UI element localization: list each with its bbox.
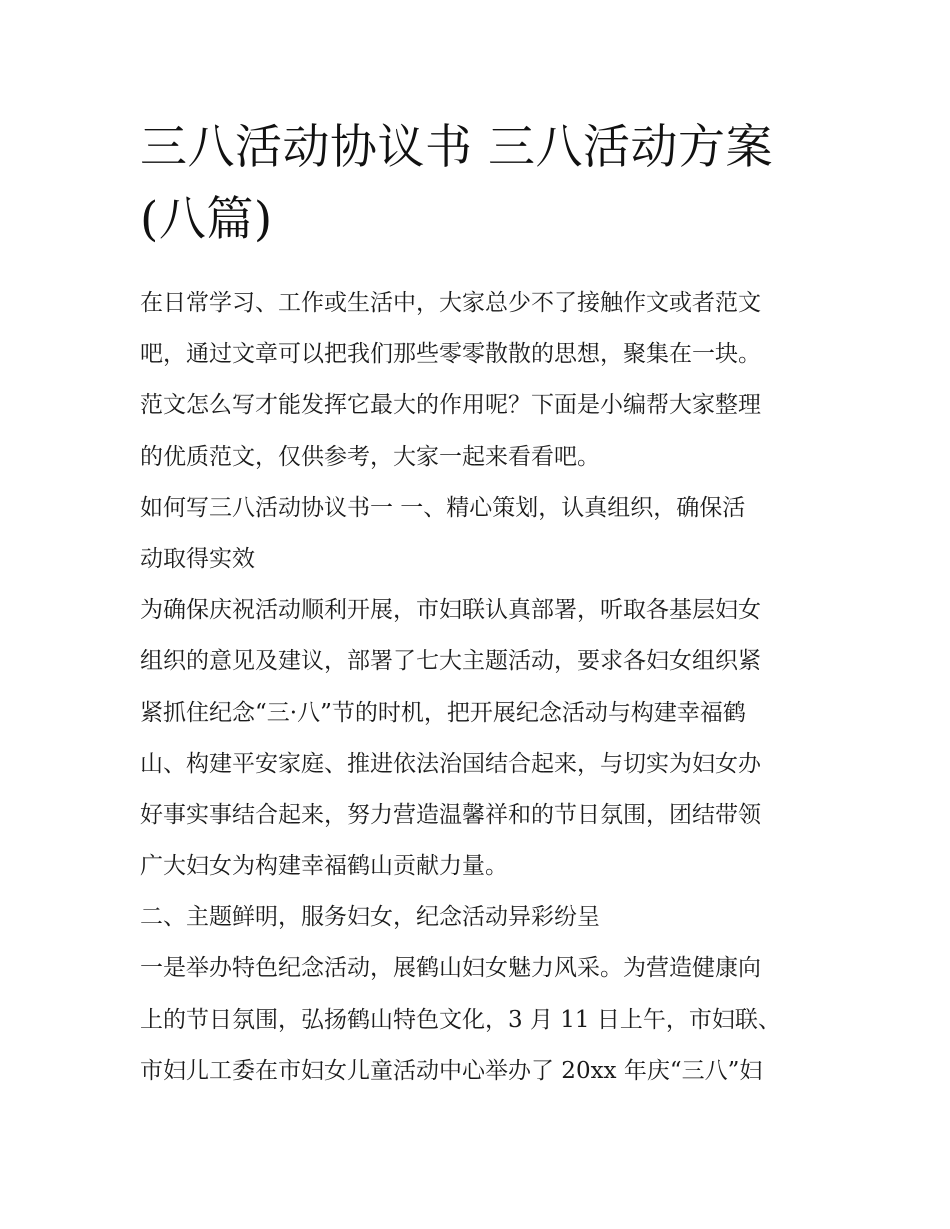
text-line: 广大妇女为构建幸福鹤山贡献力量。 bbox=[140, 853, 508, 880]
document-body bbox=[140, 278, 830, 1097]
text-line: 的优质范文，仅供参考，大家一起来看看吧。 bbox=[140, 443, 600, 470]
text-line: 动取得实效 bbox=[140, 545, 255, 572]
paragraph-section-2 bbox=[140, 943, 830, 1097]
text-line: 一是举办特色纪念活动，展鹤山妇女魅力风采。为营造健康向 bbox=[140, 955, 761, 982]
title-line-2: (八篇) bbox=[140, 192, 273, 247]
text-line: 吧，通过文章可以把我们那些零零散散的思想，聚集在一块。 bbox=[140, 341, 761, 368]
text-line: 山、构建平安家庭、推进依法治国结合起来，与切实为妇女办 bbox=[140, 750, 761, 777]
paragraph-heading-2 bbox=[140, 892, 830, 943]
text-line: 如何写三八活动协议书一 一、精心策划，认真组织，确保活 bbox=[140, 494, 746, 521]
text-line: 市妇儿工委在市妇女儿童活动中心举办了 20xx 年庆“三八”妇 bbox=[140, 1057, 763, 1084]
paragraph-heading-1 bbox=[140, 483, 830, 585]
paragraph-section-1 bbox=[140, 585, 830, 892]
text-line: 组织的意见及建议，部署了七大主题活动，要求各妇女组织紧 bbox=[140, 648, 761, 675]
text-line: 在日常学习、工作或生活中，大家总少不了接触作文或者范文 bbox=[140, 290, 761, 316]
text-line: 二、主题鲜明，服务妇女，纪念活动异彩纷呈 bbox=[140, 904, 600, 931]
text-line: 上的节日氛围，弘扬鹤山特色文化，3 月 11 日上午，市妇联、 bbox=[140, 1006, 781, 1033]
text-line: 好事实事结合起来，努力营造温馨祥和的节日氛围，团结带领 bbox=[140, 801, 761, 828]
text-line: 范文怎么写才能发挥它最大的作用呢？下面是小编帮大家整理 bbox=[140, 392, 761, 419]
document-title bbox=[140, 112, 830, 256]
text-line: 为确保庆祝活动顺利开展，市妇联认真部署，听取各基层妇女 bbox=[140, 597, 761, 624]
title-line-1: 三八活动协议书 三八活动方案 bbox=[140, 120, 773, 175]
text-line: 紧抓住纪念“三·八”节的时机，把开展纪念活动与构建幸福鹤 bbox=[140, 699, 746, 726]
paragraph-intro bbox=[140, 278, 830, 483]
